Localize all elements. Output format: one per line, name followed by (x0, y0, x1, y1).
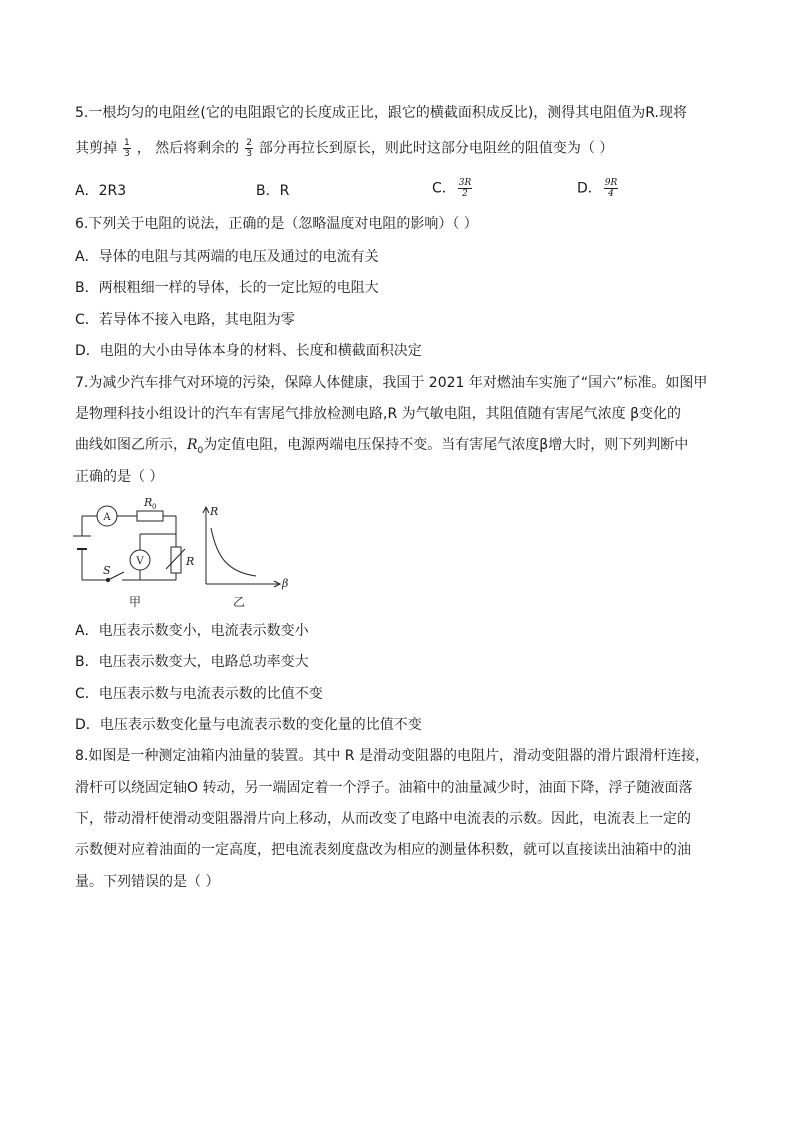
q5-stem-line2 (75, 138, 613, 159)
caption-yi: 乙 (233, 595, 246, 609)
r0-subscript: 0 (197, 445, 204, 456)
q6-option-c: C．若导体不接入电路，其电阻为零 (75, 312, 295, 328)
r0-resistor (137, 511, 163, 521)
q5-text-b: ， 然后将剩余的 (136, 140, 240, 157)
ammeter-label: A (103, 512, 111, 523)
graph-curve (211, 528, 256, 576)
frac-denominator: 2 (462, 189, 468, 199)
q7-text-b: 为定值电阻，电源两端电压保持不变。当有害尾气浓度β增大时，则下列判断中 (203, 437, 689, 453)
q8-stem-line2: 滑杆可以绕固定轴O 转动，另一端固定着一个浮子。油箱中的油量减少时，油面下降，浮子随液面落 (75, 780, 693, 796)
q5-option-d (577, 178, 620, 199)
q5-option-c (432, 178, 474, 199)
q5-option-b: B．R (256, 183, 290, 199)
r0-symbol: R (187, 437, 198, 453)
q5-fraction-one-third (123, 138, 131, 159)
graph-x-label: β (282, 577, 289, 590)
frac-denominator: 4 (608, 189, 614, 199)
q7-stem-line3 (75, 435, 688, 461)
q7-option-a: A．电压表示数变小，电流表示数变小 (75, 623, 309, 639)
frac-numerator: 1 (124, 138, 130, 148)
caption-jia: 甲 (129, 595, 142, 609)
q7-stem-line4: 正确的是（ ） (75, 469, 164, 485)
q5-option-d-fraction (604, 178, 619, 199)
q5-fraction-two-thirds (245, 138, 253, 159)
q6-option-d: D．电阻的大小由导体本身的材料、长度和横截面积决定 (75, 343, 422, 359)
gas-sensor-resistor (171, 547, 181, 573)
q5-option-a: A．2R3 (75, 183, 127, 199)
q5-stem-line1: 5.一根均匀的电阻丝(它的电阻跟它的长度成正比，跟它的横截面积成反比)，测得其电阻值为R.现将 (75, 105, 687, 121)
q7-option-d: D．电压表示数变化量与电流表示数的变化量的比值不变 (75, 717, 422, 733)
frac-numerator: 3R (458, 178, 472, 188)
q6-stem: 6.下列关于电阻的说法，正确的是（忽略温度对电阻的影响）（ ） (75, 216, 478, 232)
frac-numerator: 2 (246, 138, 252, 148)
q7-figure (70, 494, 300, 614)
q7-option-b: B．电压表示数变大，电路总功率变大 (75, 654, 309, 670)
q5-option-c-fraction (458, 178, 473, 199)
r0-label-sub: 0 (152, 503, 157, 511)
option-label: D． (577, 180, 602, 197)
q5-text-c: 部分再拉长到原长，则此时这部分电阻丝的阻值变为（ ） (258, 140, 614, 157)
frac-numerator: 9R (604, 178, 618, 188)
r-label: R (186, 555, 195, 568)
frac-denominator: 3 (124, 149, 130, 159)
q6-option-a: A．导体的电阻与其两端的电压及通过的电流有关 (75, 249, 379, 265)
variable-arrow (166, 549, 185, 569)
r0-label: R (144, 496, 153, 509)
q7-stem-line2: 是物理科技小组设计的汽车有害尾气排放检测电路,R 为气敏电阻，其阻值随有害尾气浓度 β变化的 (75, 406, 682, 422)
voltmeter-label: V (136, 556, 144, 567)
q5-text-a: 其剪掉 (75, 140, 117, 157)
graph-y-label: R (210, 505, 219, 518)
option-label: C． (432, 180, 456, 197)
q7-text-a: 曲线如图乙所示， (75, 437, 187, 453)
q8-stem-line3: 下，带动滑杆使滑动变阻器滑片向上移动，从而改变了电路中电流表的示数。因此，电流表上一定的 (75, 811, 691, 827)
q8-stem-line4: 示数便对应着油面的一定高度，把电流表刻度盘改为相应的测量体积数，就可以直接读出油箱中的油 (75, 842, 691, 858)
q8-stem-line1: 8.如图是一种测定油箱内油量的装置。其中 R 是滑动变阻器的电阻片，滑动变阻器的滑片跟滑杆连接， (75, 748, 709, 764)
q7-option-c: C．电压表示数与电流表示数的比值不变 (75, 686, 323, 702)
q7-stem-line1: 7.为减少汽车排气对环境的污染，保障人体健康，我国于 2021 年对燃油车实施了“国六”标准。如图甲 (75, 375, 708, 391)
frac-denominator: 3 (246, 149, 252, 159)
switch-label: S (103, 564, 111, 577)
q8-stem-line5: 量。下列错误的是（ ） (75, 874, 220, 890)
q6-option-b: B．两根粗细一样的导体，长的一定比短的电阻大 (75, 280, 379, 296)
